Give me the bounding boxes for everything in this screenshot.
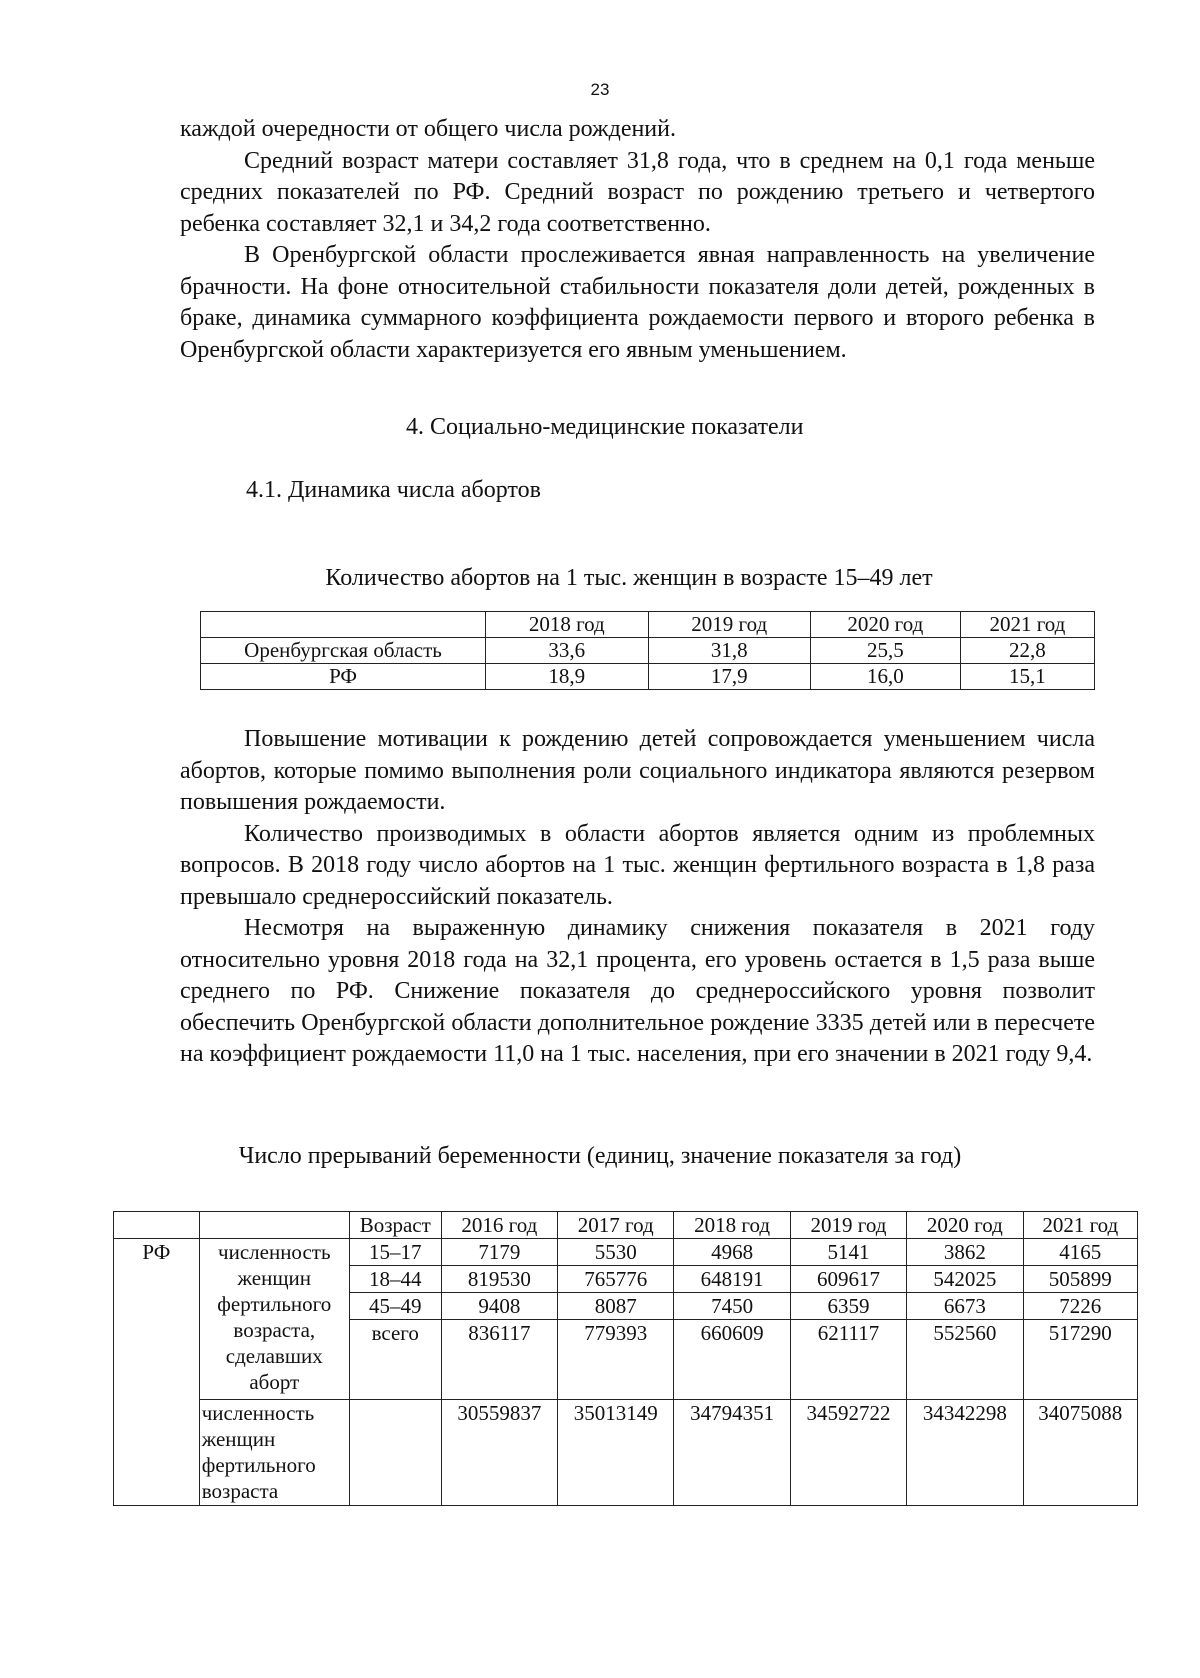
paragraph: Средний возраст матери составляет 31,8 года, что в среднем на 0,1 года меньше средних показателей по РФ. Средний возраст по рождению третьего и четвертого ребенка составляет 32,1 и 34,2 года соответственно. xyxy=(180,147,1095,237)
paragraph: каждой очередности от общего числа рождений. xyxy=(180,116,676,142)
table-cell: 15,1 xyxy=(960,664,1094,690)
table-cell: 15–17 xyxy=(349,1239,441,1266)
table-cell: 16,0 xyxy=(810,664,960,690)
table-cell: 6673 xyxy=(907,1293,1023,1320)
paragraph: Несмотря на выраженную динамику снижения показателя в 2021 году относительно уровня 2018 года на 32,1 процента, его уровень остается в 1,5 раза выше среднего по РФ. Снижение показателя до среднероссийского уровня позволит обеспечить Оренбургской области дополнительное рождение 3335 детей или в пересчете на коэффициент рождаемости 11,0 на 1 тыс. населения, при его значении в 2021 году 9,4. xyxy=(180,915,1095,1067)
table-row xyxy=(114,1400,1138,1506)
table-cell: 7179 xyxy=(441,1239,557,1266)
table2-caption: Число прерываний беременности (единиц, значение показателя за год) xyxy=(238,1143,962,1169)
table-cell: 5530 xyxy=(558,1239,674,1266)
table-header-row xyxy=(114,1212,1138,1239)
table-cell: Оренбургская область xyxy=(201,638,486,664)
table-cell: 2016 год xyxy=(441,1212,557,1239)
table-cell: 609617 xyxy=(790,1266,906,1293)
abortions-rate-table xyxy=(200,611,1095,690)
table-cell: 2021 год xyxy=(1023,1212,1137,1239)
text-block-middle xyxy=(180,724,1095,1071)
pregnancy-terminations-table xyxy=(113,1211,1138,1506)
table-cell: 819530 xyxy=(441,1266,557,1293)
table-header-row xyxy=(201,612,1095,638)
table-cell: 34794351 xyxy=(674,1400,790,1506)
table-cell: 4165 xyxy=(1023,1239,1137,1266)
table-cell: 5141 xyxy=(790,1239,906,1266)
table-cell: 2020 год xyxy=(907,1212,1023,1239)
table-cell: 517290 xyxy=(1023,1320,1137,1400)
paragraph: Повышение мотивации к рождению детей сопровождается уменьшением числа абортов, которые помимо выполнения роли социального индикатора являются резервом повышения рождаемости. xyxy=(180,726,1095,815)
table-cell xyxy=(201,612,486,638)
table-cell: 34075088 xyxy=(1023,1400,1137,1506)
table-cell: 2018 год xyxy=(674,1212,790,1239)
table-cell: 18–44 xyxy=(349,1266,441,1293)
table-cell: 34592722 xyxy=(790,1400,906,1506)
table-cell: Возраст xyxy=(349,1212,441,1239)
table-cell: 3862 xyxy=(907,1239,1023,1266)
table-cell: 765776 xyxy=(558,1266,674,1293)
table-cell: 2019 год xyxy=(648,612,810,638)
table-cell xyxy=(349,1400,441,1506)
table-cell: РФ xyxy=(201,664,486,690)
table-row xyxy=(201,664,1095,690)
table-cell: 542025 xyxy=(907,1266,1023,1293)
table1-caption: Количество абортов на 1 тыс. женщин в возрасте 15–49 лет xyxy=(325,565,933,591)
table-cell: 34342298 xyxy=(907,1400,1023,1506)
table-cell: 836117 xyxy=(441,1320,557,1400)
table-cell: 648191 xyxy=(674,1266,790,1293)
table-cell: 2018 год xyxy=(486,612,648,638)
paragraph: В Оренбургской области прослеживается явная направленность на увеличение брачности. На фоне относительной стабильности показателя доли детей, рожденных в браке, динамика суммарного коэффициента рождаемости первого и второго ребенка в Оренбургской области характеризуется его явным уменьшением. xyxy=(180,242,1095,363)
text-block-top xyxy=(180,114,1095,366)
table-cell: 552560 xyxy=(907,1320,1023,1400)
table-cell: 2017 год xyxy=(558,1212,674,1239)
table-cell: 33,6 xyxy=(486,638,648,664)
table-cell: 17,9 xyxy=(648,664,810,690)
table-cell xyxy=(114,1212,200,1239)
page-number: 23 xyxy=(590,80,610,99)
table-cell: 6359 xyxy=(790,1293,906,1320)
table-cell: 22,8 xyxy=(960,638,1094,664)
table-cell: 4968 xyxy=(674,1239,790,1266)
table-row xyxy=(201,638,1095,664)
table-cell: 7226 xyxy=(1023,1293,1137,1320)
table-cell: 35013149 xyxy=(558,1400,674,1506)
table-cell: 505899 xyxy=(1023,1266,1137,1293)
table-cell xyxy=(199,1212,349,1239)
table-cell: 31,8 xyxy=(648,638,810,664)
table-cell: 18,9 xyxy=(486,664,648,690)
region-cell: РФ xyxy=(114,1239,200,1506)
table-cell: 2020 год xyxy=(810,612,960,638)
table-cell: 8087 xyxy=(558,1293,674,1320)
table-cell: 2019 год xyxy=(790,1212,906,1239)
subsection-heading: 4.1. Динамика числа абортов xyxy=(246,477,541,503)
table-cell: 25,5 xyxy=(810,638,960,664)
group-label-cell: численность женщин фертильного возраста, сделавших аборт xyxy=(199,1239,349,1400)
table-cell: 30559837 xyxy=(441,1400,557,1506)
paragraph: Количество производимых в области абортов является одним из проблемных вопросов. В 2018 году число абортов на 1 тыс. женщин фертильного возраста в 1,8 раза превышало среднероссийский показатель. xyxy=(180,820,1095,910)
table-cell: 621117 xyxy=(790,1320,906,1400)
section-heading: 4. Социально-медицинские показатели xyxy=(406,414,804,440)
table-cell: 45–49 xyxy=(349,1293,441,1320)
table-cell: 660609 xyxy=(674,1320,790,1400)
table-cell: 779393 xyxy=(558,1320,674,1400)
table-cell: всего xyxy=(349,1320,441,1400)
table-cell: 9408 xyxy=(441,1293,557,1320)
group-label-cell: численность женщин фертильного возраста xyxy=(199,1400,349,1506)
table-cell: 2021 год xyxy=(960,612,1094,638)
table-row xyxy=(114,1239,1138,1266)
table-cell: 7450 xyxy=(674,1293,790,1320)
